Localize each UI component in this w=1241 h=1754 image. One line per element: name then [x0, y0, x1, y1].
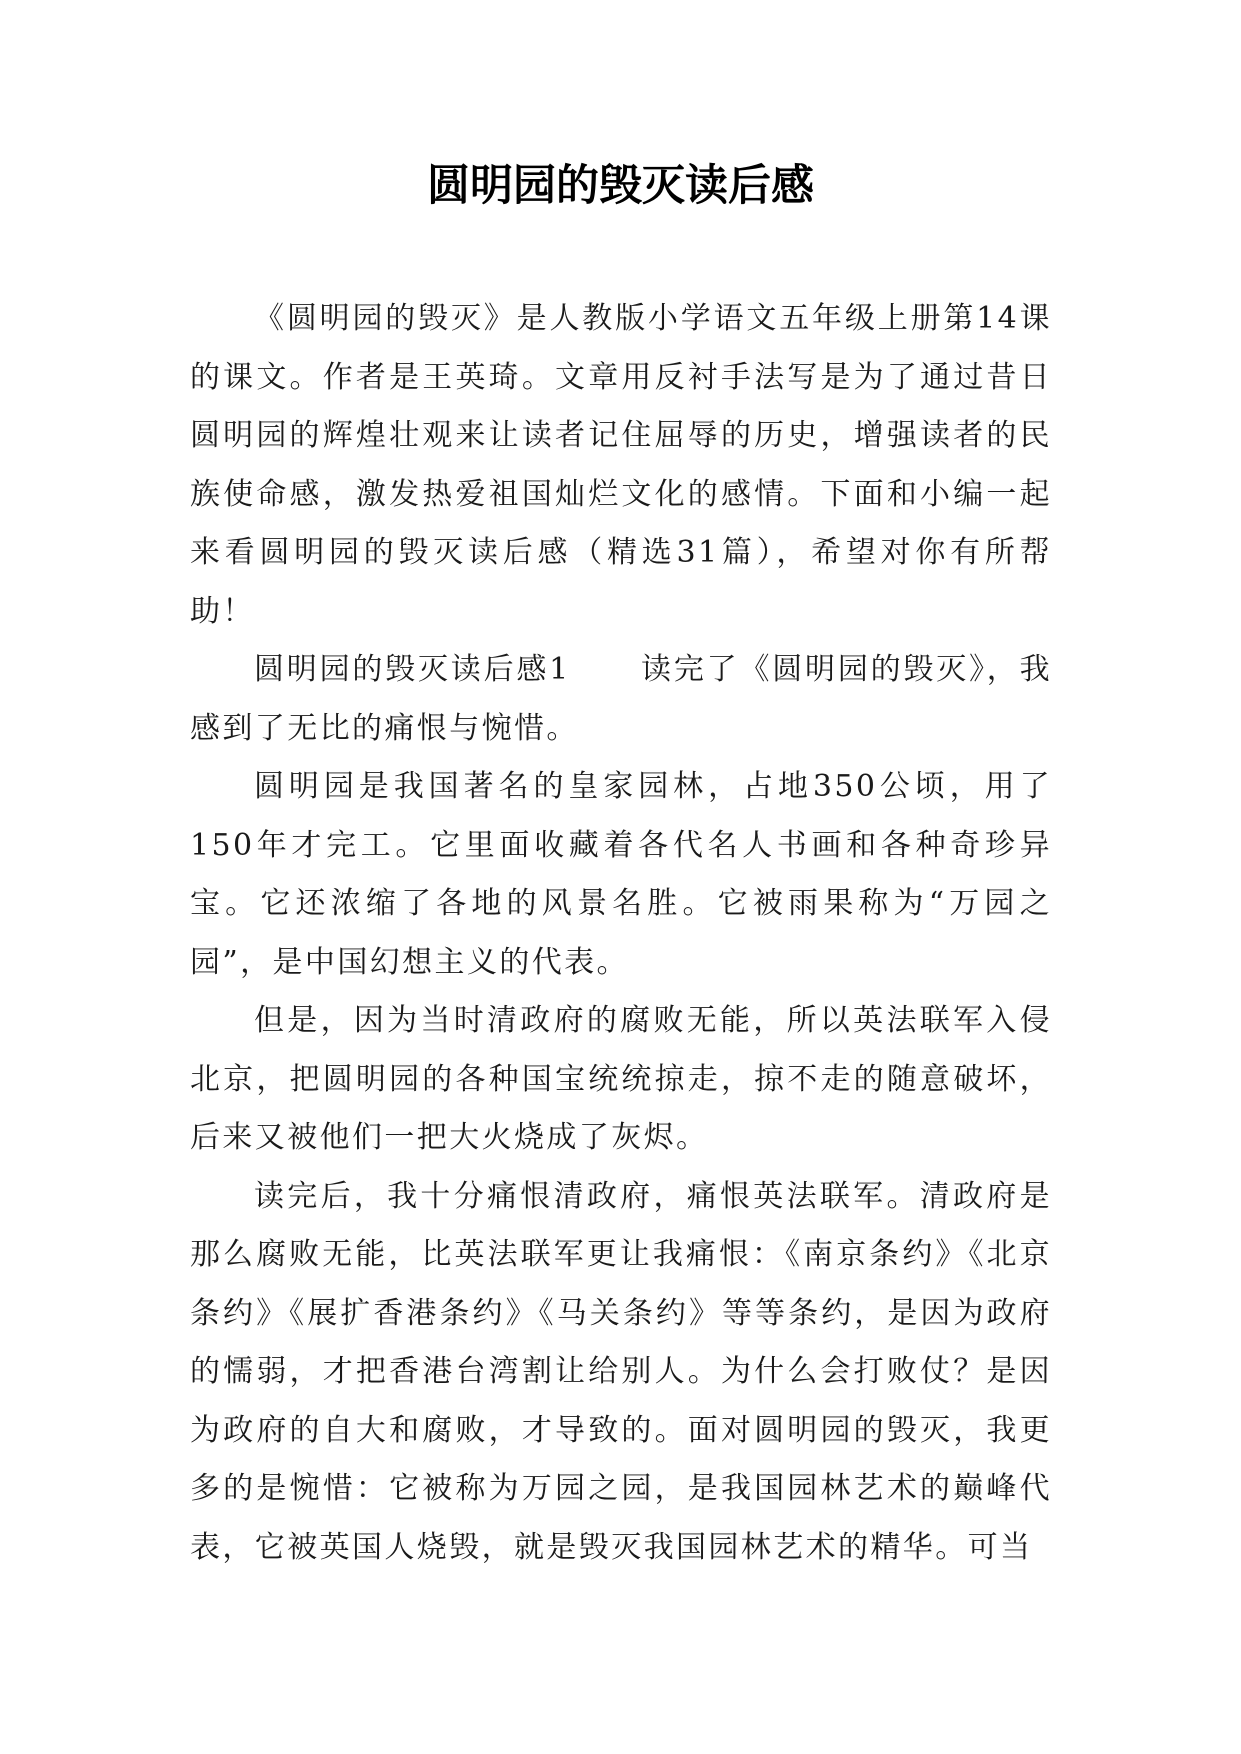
- intro-paragraph: 《圆明园的毁灭》是人教版小学语文五年级上册第14课的课文。作者是王英琦。文章用反衬手法写是为了通过昔日圆明园的辉煌壮观来让读者记住屈辱的历史，增强读者的民族使命感，激发热爱祖国灿烂文化的感情。下面和小编一起来看圆明园的毁灭读后感（精选31篇），希望对你有所帮助！: [190, 301, 1052, 629]
- essay-heading: 圆明园的毁灭读后感1: [254, 652, 571, 687]
- essay-opening: 读完了《圆明园的毁灭》，我感到了无比的痛恨与惋惜。: [190, 652, 1052, 746]
- document-body: [190, 290, 1052, 1577]
- body-paragraph-3: 但是，因为当时清政府的腐败无能，所以英法联军入侵北京，把圆明园的各种国宝统统掠走，掠不走的随意破坏，后来又被他们一把大火烧成了灰烬。: [190, 1003, 1052, 1155]
- document-title: 圆明园的毁灭读后感: [427, 161, 814, 211]
- body-paragraph-2: 圆明园是我国著名的皇家园林，占地350公顷，用了150年才完工。它里面收藏着各代名人书画和各种奇珍异宝。它还浓缩了各地的风景名胜。它被雨果称为“万园之园”，是中国幻想主义的代表。: [190, 769, 1052, 980]
- essay-first-paragraph: [190, 641, 1052, 758]
- body-paragraph-4: 读完后，我十分痛恨清政府，痛恨英法联军。清政府是那么腐败无能，比英法联军更让我痛恨：《南京条约》《北京条约》《展扩香港条约》《马关条约》等等条约，是因为政府的懦弱，才把香港台湾割让给别人。为什么会打败仗？是因为政府的自大和腐败，才导致的。面对圆明园的毁灭，我更多的是惋惜：它被称为万园之园，是我国园林艺术的巅峰代表，它被英国人烧毁，就是毁灭我国园林艺术的精华。可当: [190, 1178, 1052, 1565]
